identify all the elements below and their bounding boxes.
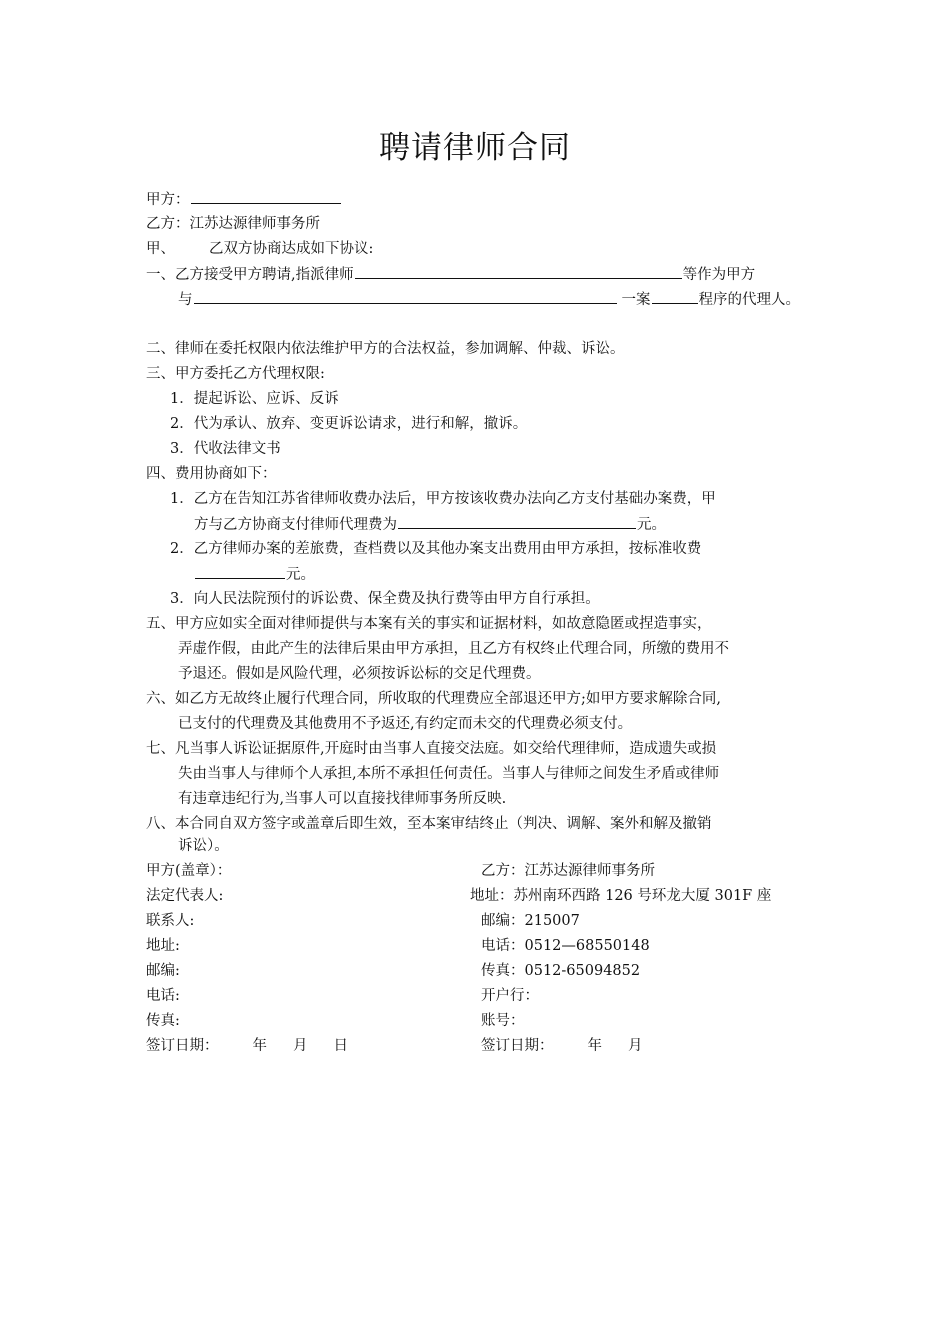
sig-right-phone: 电话：0512—68550148 [481, 938, 650, 954]
sig-right-date: 签订日期： 年 月 [481, 1038, 643, 1054]
clause-4-item-1-line-2: 方与乙方协商支付律师代理费为 元。 [194, 514, 666, 535]
clause-8-line-1: 八、本合同自双方签字或盖章后即生效，至本案审结终止（判决、调解、案外和解及撤销 [146, 816, 712, 832]
party-a-line [146, 189, 342, 210]
clause-4-item-3: 3．向人民法院预付的诉讼费、保全费及执行费等由甲方自行承担。 [170, 591, 600, 607]
sig-right-address: 地址：苏州南环西路 126 号环龙大厦 301F 座 [470, 888, 772, 904]
party-b-line: 乙方：江苏达源律师事务所 [146, 216, 320, 232]
clause-1-line-1: 一、乙方接受甲方聘请,指派律师 等作为甲方 [146, 264, 755, 285]
clause-6-line-2: 已支付的代理费及其他费用不予返还,有约定而未交的代理费必须支付。 [178, 716, 633, 732]
procedure-blank [652, 289, 698, 304]
clause-4-item-2-line-1: 2．乙方律师办案的差旅费，查档费以及其他办案支出费用由甲方承担，按标准收费 [170, 541, 702, 557]
sig-left-date: 签订日期： 年 月 日 [146, 1038, 348, 1054]
sig-left-postcode: 邮编: [146, 963, 180, 979]
sig-right-party-b: 乙方：江苏达源律师事务所 [481, 863, 655, 879]
clause-5-line-2: 弄虚作假，由此产生的法律后果由甲方承担，且乙方有权终止代理合同，所缴的费用不 [178, 641, 729, 657]
party-a-blank [191, 189, 341, 204]
sig-right-fax: 传真：0512-65094852 [481, 963, 641, 979]
sig-left-phone: 电话: [146, 988, 180, 1004]
clause-5-line-1: 五、甲方应如实全面对律师提供与本案有关的事实和证据材料，如故意隐匿或捏造事实， [146, 616, 712, 632]
party-a-label: 甲方： [146, 192, 190, 208]
clause-3-heading: 三、甲方委托乙方代理权限: [146, 366, 325, 382]
clause-8-line-2: 诉讼）。 [178, 838, 229, 854]
clause-2: 二、律师在委托权限内依法维护甲方的合法权益，参加调解、仲裁、诉讼。 [146, 341, 625, 357]
clause-5-line-3: 予退还。假如是风险代理，必须按诉讼标的交足代理费。 [178, 666, 541, 682]
sig-left-legal-rep: 法定代表人: [146, 888, 224, 904]
clause-7-line-2: 失由当事人与律师个人承担,本所不承担任何责任。当事人与律师之间发生矛盾或律师 [178, 766, 720, 782]
sig-left-fax: 传真: [146, 1013, 180, 1029]
clause-7-line-1: 七、凡当事人诉讼证据原件,开庭时由当事人直接交法庭。如交给代理律师，造成遗失或损 [146, 741, 717, 757]
clause-1-line-2: 与 一案 程序的代理人。 [178, 289, 800, 310]
sig-right-postcode: 邮编：215007 [481, 913, 580, 929]
sig-right-account: 账号： [481, 1013, 525, 1029]
clause-3-item-3: 3．代收法律文书 [170, 441, 281, 457]
clause-3-item-1: 1．提起诉讼、应诉、反诉 [170, 391, 339, 407]
clause-7-line-3: 有违章违纪行为,当事人可以直接找律师事务所反映. [178, 791, 507, 807]
lawyer-fee-blank [398, 514, 636, 529]
agreement-intro: 甲、 乙双方协商达成如下协议: [146, 241, 374, 257]
opponent-blank [194, 289, 617, 304]
travel-fee-blank [195, 564, 285, 579]
lawyer-name-blank [355, 264, 682, 279]
sig-left-address: 地址: [146, 938, 180, 954]
clause-4-item-1-line-1: 1．乙方在告知江苏省律师收费办法后，甲方按该收费办法向乙方支付基础办案费，甲 [170, 491, 716, 507]
sig-left-contact: 联系人: [146, 913, 195, 929]
clause-4-heading: 四、费用协商如下： [146, 466, 277, 482]
clause-6-line-1: 六、如乙方无故终止履行代理合同，所收取的代理费应全部退还甲方;如甲方要求解除合同, [146, 691, 721, 707]
clause-3-item-2: 2．代为承认、放弃、变更诉讼请求，进行和解，撤诉。 [170, 416, 528, 432]
sig-left-party-a: 甲方(盖章）： [146, 863, 232, 879]
sig-right-bank: 开户行： [481, 988, 539, 1004]
document-title: 聘请律师合同 [379, 130, 571, 166]
clause-4-item-2-line-2: 元。 [194, 564, 315, 585]
